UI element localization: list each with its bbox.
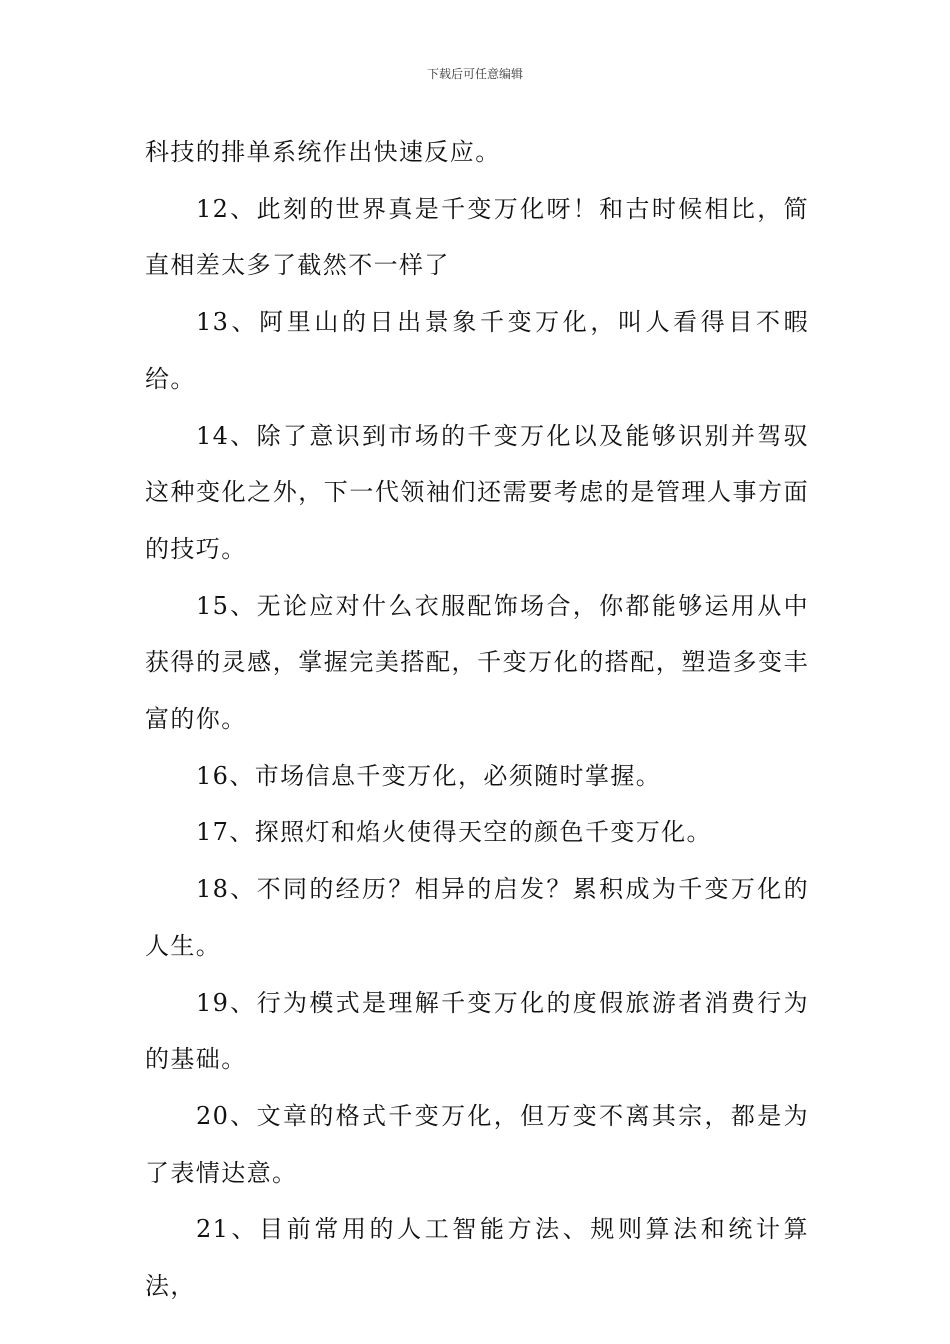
paragraph-item-21: 21、目前常用的人工智能方法、规则算法和统计算法， (145, 1215, 809, 1301)
paragraph-item-12: 12、此刻的世界真是千变万化呀！和古时候相比，简直相差太多了截然不一样了 (145, 194, 809, 280)
paragraph-item-19: 19、行为模式是理解千变万化的度假旅游者消费行为的基础。 (145, 988, 809, 1074)
paragraph-item-13: 13、阿里山的日出景象千变万化，叫人看得目不暇给。 (145, 308, 809, 393)
paragraph-item-17: 17、探照灯和焰火使得天空的颜色千变万化。 (196, 818, 712, 847)
document-body (145, 124, 809, 1315)
paragraph-item-14: 14、除了意识到市场的千变万化以及能够识别并驾驭这种变化之外，下一代领袖们还需要考虑的是管理人事方面的技巧。 (145, 421, 809, 563)
paragraph-item-16: 16、市场信息千变万化，必须随时掌握。 (196, 761, 662, 790)
page-header: 下载后可任意编辑 (426, 67, 523, 81)
paragraph-item-18: 18、不同的经历？相异的启发？累积成为千变万化的人生。 (145, 875, 809, 960)
paragraph-continuation: 科技的排单系统作出快速反应。 (145, 138, 501, 166)
paragraph-item-20: 20、文章的格式千变万化，但万变不离其宗，都是为了表情达意。 (145, 1101, 809, 1187)
paragraph-item-15: 15、无论应对什么衣服配饰场合，你都能够运用从中获得的灵感，掌握完美搭配，千变万化的搭配，塑造多变丰富的你。 (145, 591, 809, 734)
